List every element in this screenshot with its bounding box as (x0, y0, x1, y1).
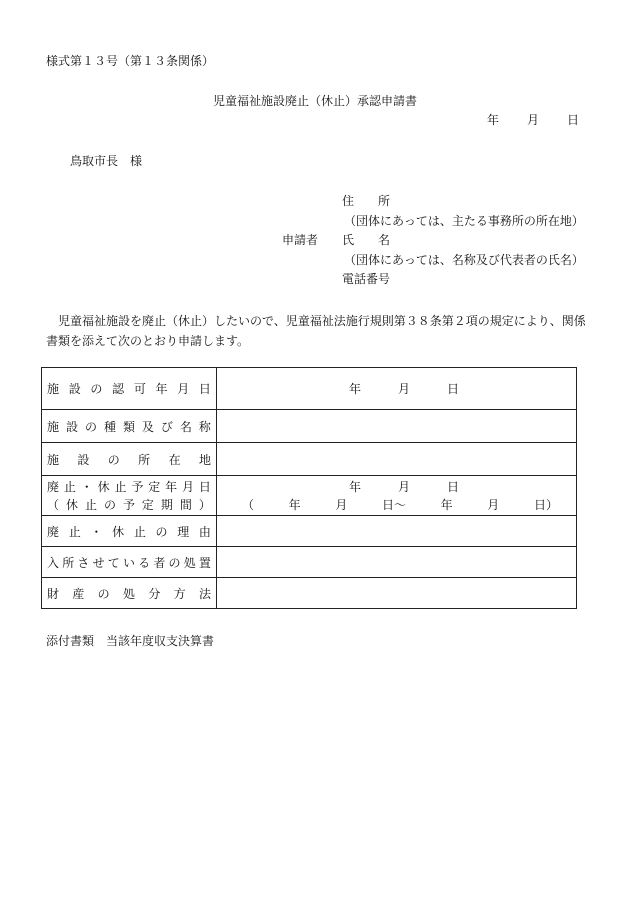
label-char: 認 (112, 382, 125, 396)
table-row (42, 516, 577, 547)
label-char: び (160, 419, 173, 434)
address-note: （団体にあっては、主たる事務所の所在地） (344, 213, 584, 228)
label-char: て (107, 555, 120, 570)
label-char: 廃 (47, 524, 60, 539)
label-char: 年 (165, 479, 178, 494)
label-char: 定 (141, 497, 154, 512)
label-char: 施 (47, 452, 60, 467)
value-cell[interactable] (217, 516, 577, 547)
label-char: 施 (47, 382, 60, 396)
day-text: 日 (446, 479, 459, 494)
label-char: （ (47, 497, 60, 512)
table-row (42, 547, 577, 578)
label-char: 理 (177, 524, 190, 539)
attachments-line: 添付書類 当該年度収支決算書 (46, 634, 215, 648)
period-part: 月 (335, 497, 348, 512)
label-char: の (107, 452, 120, 467)
phone-label: 電話番号 (342, 272, 391, 286)
table-row (42, 368, 577, 410)
label-char: 及 (141, 419, 154, 434)
label-char: ・ (80, 479, 93, 494)
label-char: 設 (77, 452, 90, 467)
label-char: 所 (62, 555, 75, 570)
period-part: 日） (533, 497, 558, 512)
row-label (42, 476, 217, 516)
label-char: の (84, 419, 97, 434)
label-char: い (122, 555, 135, 570)
application-table (41, 367, 577, 609)
period-part: 日～ (381, 497, 406, 512)
label-text (47, 418, 211, 435)
label-char: の (97, 586, 110, 601)
applicant-role-label: 申請者 (282, 233, 319, 247)
name-note: （団体にあっては、名称及び代表者の氏名） (344, 252, 584, 267)
label-char: 設 (68, 382, 81, 396)
label-char: 定 (148, 479, 161, 494)
table-row (42, 578, 577, 609)
label-text (47, 451, 211, 468)
date-line (487, 111, 579, 128)
label-char: 所 (138, 452, 151, 467)
label-char: 者 (153, 555, 166, 570)
label-text (47, 478, 211, 496)
value-cell[interactable] (217, 547, 577, 578)
label-char: の (155, 524, 168, 539)
label-char: 期 (160, 497, 173, 512)
label-char: 止 (68, 524, 81, 539)
label-char: 月 (177, 382, 190, 396)
month-text: 月 (397, 382, 410, 396)
label-char: 在 (168, 452, 181, 467)
label-char: 処 (183, 555, 196, 570)
label-char: 休 (65, 497, 78, 512)
label-char: の (168, 555, 181, 570)
label-char: 予 (131, 479, 144, 494)
row-label (42, 516, 217, 547)
row-label (42, 410, 217, 443)
period-part: （ (242, 497, 255, 512)
row-label (42, 443, 217, 476)
row-label (42, 368, 217, 410)
label-char: 年 (155, 382, 168, 396)
label-char: 止 (133, 524, 146, 539)
label-char: 間 (179, 497, 192, 512)
label-text (47, 585, 211, 602)
value-cell[interactable] (217, 578, 577, 609)
label-char: 廃 (47, 479, 60, 494)
month-text: 月 (397, 479, 410, 494)
label-char: さ (77, 555, 90, 570)
row-label (42, 578, 217, 609)
value-cell[interactable] (217, 443, 577, 476)
label-char: ） (198, 497, 211, 512)
year-text: 年 (349, 382, 362, 396)
value-cell[interactable] (217, 476, 577, 516)
label-char: ・ (90, 524, 103, 539)
date-year: 年 (486, 113, 499, 127)
label-char: 財 (47, 586, 60, 601)
label-char: の (90, 382, 103, 396)
day-text: 日 (446, 382, 459, 396)
table-row (42, 410, 577, 443)
label-char: 類 (122, 419, 135, 434)
row-label (42, 547, 217, 578)
label-char: 止 (114, 479, 127, 494)
body-text: 児童福祉施設を廃止（休止）したいので、児童福祉法施行規則第３８条第２項の規定により、関係書類を添えて次のとおり申請します。 (46, 314, 586, 348)
label-char: 可 (133, 382, 146, 396)
year-text: 年 (349, 479, 362, 494)
label-char: 方 (173, 586, 186, 601)
closure-date (349, 478, 459, 496)
period-part: 月 (487, 497, 500, 512)
label-text (47, 523, 211, 540)
value-cell[interactable] (217, 410, 577, 443)
suspension-period (242, 496, 558, 514)
approval-date (349, 380, 459, 397)
label-char: 地 (198, 452, 211, 467)
label-char: 称 (198, 419, 211, 434)
label-char: 止 (84, 497, 97, 512)
label-char: 入 (47, 555, 60, 570)
label-char: せ (92, 555, 105, 570)
label-char: 分 (148, 586, 161, 601)
label-text-2 (47, 496, 211, 514)
label-char: 月 (182, 479, 195, 494)
period-part: 年 (440, 497, 453, 512)
label-char: 日 (198, 479, 211, 494)
address-label: 住 所 (342, 194, 391, 208)
label-char: 由 (198, 524, 211, 539)
label-char: 置 (198, 555, 211, 570)
label-char: 日 (198, 382, 211, 396)
label-char: の (103, 497, 116, 512)
label-char: る (138, 555, 151, 570)
name-label: 氏 名 (342, 233, 391, 247)
label-char: 止 (63, 479, 76, 494)
table-row (42, 443, 577, 476)
label-char: 産 (72, 586, 85, 601)
value-cell[interactable] (217, 368, 577, 410)
date-month: 月 (526, 113, 539, 127)
label-char: 予 (122, 497, 135, 512)
label-char: 休 (97, 479, 110, 494)
period-part: 年 (288, 497, 301, 512)
label-text (47, 554, 211, 571)
label-char: 名 (179, 419, 192, 434)
label-char: 休 (112, 524, 125, 539)
date-day: 日 (566, 113, 579, 127)
label-char: 種 (103, 419, 116, 434)
label-char: 施 (47, 419, 60, 434)
addressee: 鳥取市長 様 (70, 154, 143, 168)
form-number: 様式第１３号（第１３条関係） (46, 54, 215, 68)
label-char: 処 (122, 586, 135, 601)
document-title: 児童福祉施設廃止（休止）承認申請書 (212, 94, 417, 108)
label-text (47, 380, 211, 397)
label-char: 設 (65, 419, 78, 434)
label-char: 法 (198, 586, 211, 601)
table-row (42, 476, 577, 516)
